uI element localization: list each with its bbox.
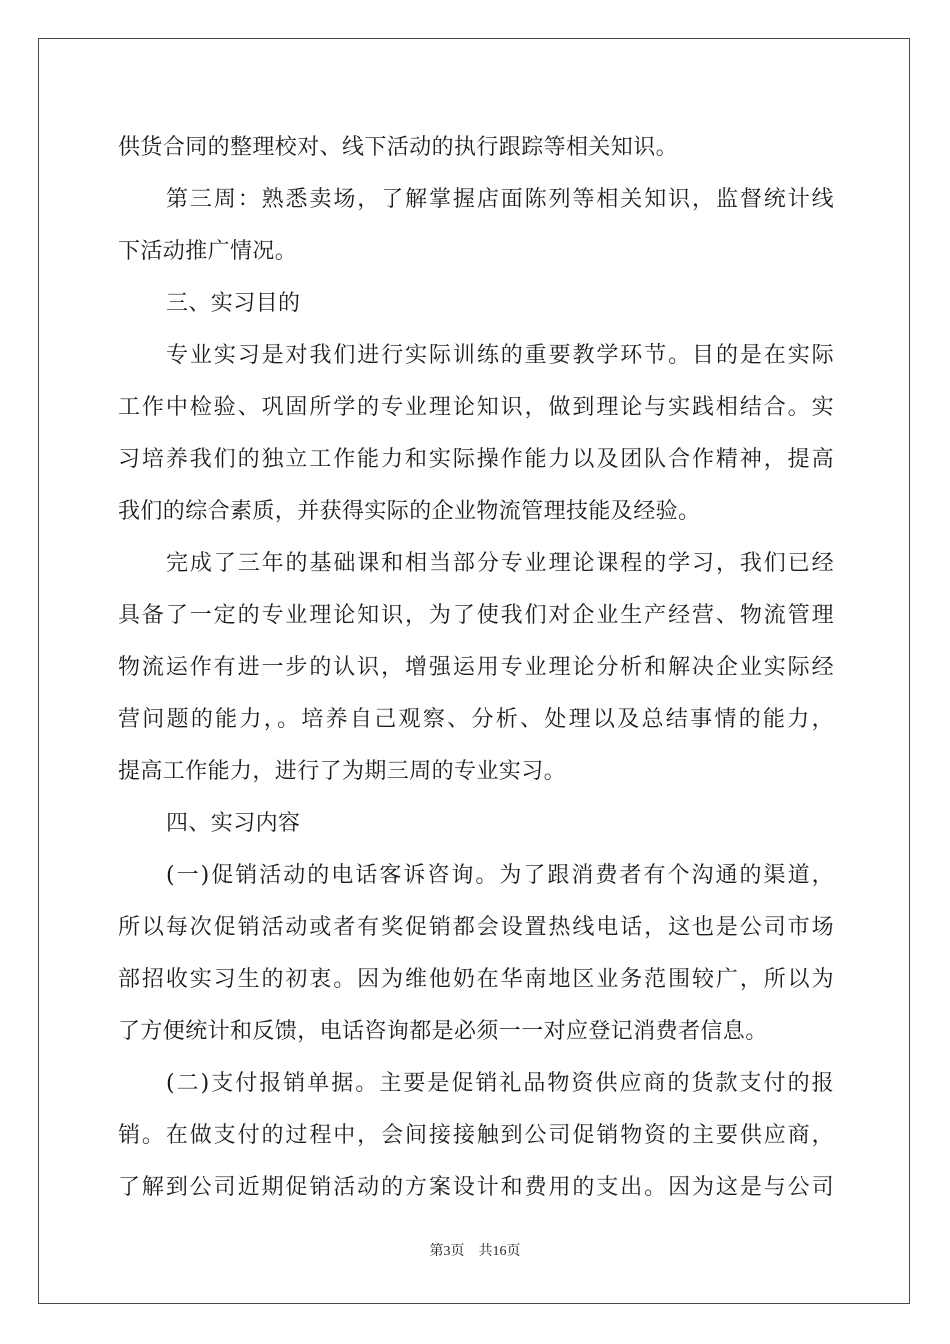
text-line: 营问题的能力，。培养自己观察、分析、处理以及总结事情的能力， — [118, 707, 834, 732]
text-line: 专业实习是对我们进行实际训练的重要教学环节。目的是在实际 — [166, 343, 834, 368]
text-line: 第三周：熟悉卖场，了解掌握店面陈列等相关知识，监督统计线 — [166, 187, 834, 212]
text-line: 下活动推广情况。 — [118, 239, 298, 264]
text-line: 供货合同的整理校对、线下活动的执行跟踪等相关知识。 — [118, 135, 679, 160]
text-line: (二)支付报销单据。主要是促销礼品物资供应商的货款支付的报 — [166, 1071, 834, 1096]
text-line: 销。在做支付的过程中，会间接接触到公司促销物资的主要供应商， — [118, 1123, 834, 1148]
text-line: 具备了一定的专业理论知识，为了使我们对企业生产经营、物流管理 — [118, 603, 834, 628]
page-number: 第3页 — [429, 1244, 465, 1259]
text-line: 提高工作能力，进行了为期三周的专业实习。 — [118, 759, 567, 784]
text-line: 物流运作有进一步的认识，增强运用专业理论分析和解决企业实际经 — [118, 655, 834, 680]
text-line: 我们的综合素质，并获得实际的企业物流管理技能及经验。 — [118, 499, 701, 524]
page-footer — [0, 1240, 950, 1260]
text-line: 习培养我们的独立工作能力和实际操作能力以及团队合作精神，提高 — [118, 447, 834, 472]
text-line: 完成了三年的基础课和相当部分专业理论课程的学习，我们已经 — [166, 551, 834, 576]
text-line: 所以每次促销活动或者有奖促销都会设置热线电话，这也是公司市场 — [118, 915, 834, 940]
section-heading: 四、实习内容 — [166, 811, 301, 836]
text-line: 了解到公司近期促销活动的方案设计和费用的支出。因为这是与公司 — [118, 1175, 834, 1200]
text-line: 工作中检验、巩固所学的专业理论知识，做到理论与实践相结合。实 — [118, 395, 834, 420]
text-line: 部招收实习生的初衷。因为维他奶在华南地区业务范围较广，所以为 — [118, 967, 834, 992]
text-line: (一)促销活动的电话客诉咨询。为了跟消费者有个沟通的渠道， — [166, 863, 834, 888]
section-heading: 三、实习目的 — [166, 291, 301, 316]
text-line: 了方便统计和反馈，电话咨询都是必须一一对应登记消费者信息。 — [118, 1019, 768, 1044]
page-total: 共16页 — [478, 1244, 521, 1259]
